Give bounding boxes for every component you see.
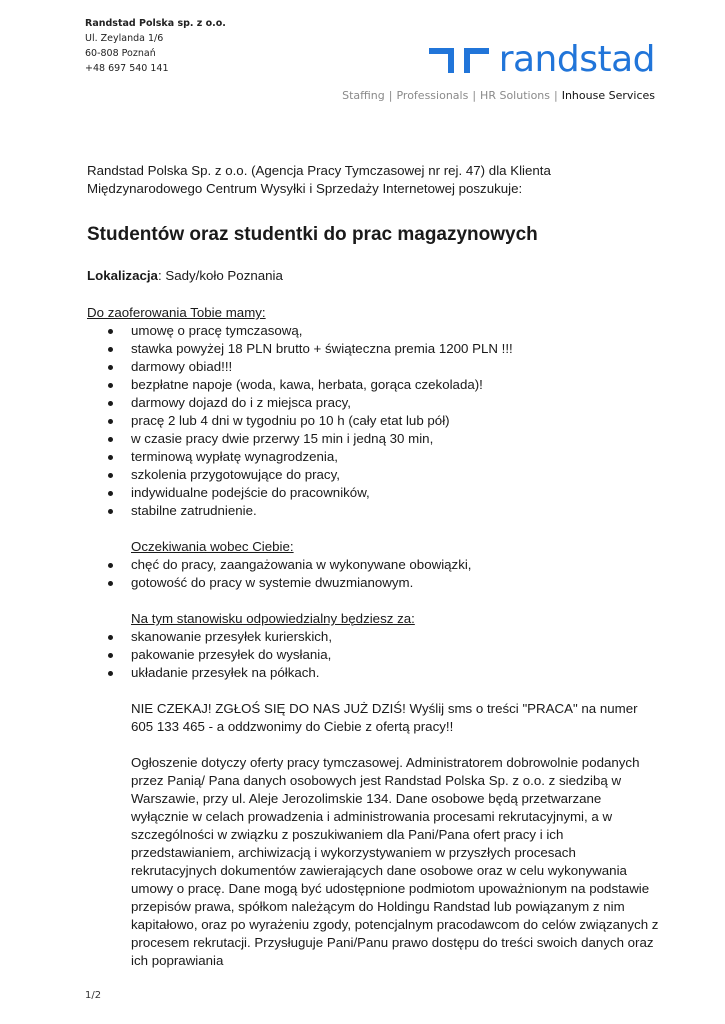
location-line (87, 267, 659, 285)
expectations-list (87, 556, 659, 592)
offer-item: indywidualne podejście do pracowników, (87, 484, 659, 502)
tagline-hr-solutions: HR Solutions (480, 89, 550, 102)
offer-item: darmowy dojazd do i z miejsca pracy, (87, 394, 659, 412)
offer-item: darmowy obiad!!! (87, 358, 659, 376)
offer-item: terminową wypłatę wynagrodzenia, (87, 448, 659, 466)
company-city: 60-808 Poznań (85, 48, 156, 59)
brand-wordmark: randstad (498, 39, 655, 80)
responsibility-item: pakowanie przesyłek do wysłania, (87, 646, 659, 664)
responsibilities-list (87, 628, 659, 682)
offer-item: stawka powyżej 18 PLN brutto + świąteczna premia 1200 PLN !!! (87, 340, 659, 358)
privacy-clause: Ogłoszenie dotyczy oferty pracy tymczasowej. Administratorem dobrowolnie podanych przez Panią/ Pana danych osobowych jest Randstad Polska Sp. z o.o. z siedzibą w Warszawie, przy ul. Aleje Jerozolimskie 134. Dane osobowe będą przetwarzane wyłącznie w celach prowadzenia i administrowania procesami rekrutacyjnymi, a w szczególności w związku z poszukiwaniem dla Pani/Pana ofert pracy i ich przedstawianiem, archiwizacją i wykorzystywaniem w przyszłych procesach rekrutacyjnych dokumentów zawierających dane osobowe oraz w celu wykonywania umowy o pracę. Dane mogą być udostępnione podmiotom upoważnionym na podstawie przepisów prawa, spółkom należącym do Holdingu Randstad lub powiązanym z nim kapitałowo, oraz po wyrażeniu zgody, potencjalnym pracodawcom do celów związanych z procesem rekrutacji. Przysługuje Pani/Panu prawo dostępu do treści swoich danych oraz ich poprawiania (131, 755, 659, 968)
offer-list (87, 322, 659, 520)
tagline-separator: | (554, 89, 558, 102)
brand-header (342, 39, 655, 110)
location-value: : Sady/koło Poznania (157, 268, 283, 283)
tagline-professionals: Professionals (396, 89, 469, 102)
company-name: Randstad Polska sp. z o.o. (85, 18, 226, 29)
brand-logo (427, 40, 655, 80)
tagline-separator: | (388, 89, 393, 102)
responsibility-item: układanie przesyłek na półkach. (87, 664, 659, 682)
tagline-separator: | (472, 89, 477, 102)
randstad-logo-icon (427, 43, 491, 77)
location-label: Lokalizacja (87, 268, 158, 283)
intro-paragraph: Randstad Polska Sp. z o.o. (Agencja Pracy Tymczasowej nr rej. 47) dla Klienta Międzynarodowego Centrum Wysyłki i Sprzedaży Internetowej poszukuje: (87, 163, 551, 196)
offer-heading: Do zaoferowania Tobie mamy: (87, 305, 266, 320)
offer-item: szkolenia przygotowujące do pracy, (87, 466, 659, 484)
call-to-action: NIE CZEKAJ! ZGŁOŚ SIĘ DO NAS JUŻ DZIŚ! Wyślij sms o treści "PRACA" na numer 605 133 465 - a oddzwonimy do Ciebie z ofertą pracy!! (131, 701, 638, 734)
page-number: 1/2 (85, 990, 102, 1001)
offer-item: bezpłatne napoje (woda, kawa, herbata, gorąca czekolada)! (87, 376, 659, 394)
offer-item: w czasie pracy dwie przerwy 15 min i jedną 30 min, (87, 430, 659, 448)
tagline-staffing: Staffing (342, 89, 385, 102)
offer-item: stabilne zatrudnienie. (87, 502, 659, 520)
company-address-block (85, 16, 226, 76)
expectation-item: chęć do pracy, zaangażowania w wykonywane obowiązki, (87, 556, 659, 574)
brand-tagline (342, 89, 655, 102)
responsibility-item: skanowanie przesyłek kurierskich, (87, 628, 659, 646)
job-title: Studentów oraz studentki do prac magazynowych (87, 224, 538, 245)
company-phone: +48 697 540 141 (85, 63, 169, 74)
company-street: Ul. Zeylanda 1/6 (85, 33, 164, 44)
expectations-heading: Oczekiwania wobec Ciebie: (131, 539, 294, 554)
tagline-inhouse-services: Inhouse Services (561, 89, 655, 102)
offer-item: umowę o pracę tymczasową, (87, 322, 659, 340)
offer-item: pracę 2 lub 4 dni w tygodniu po 10 h (cały etat lub pół) (87, 412, 659, 430)
job-posting-content (87, 162, 659, 970)
responsibilities-heading: Na tym stanowisku odpowiedzialny będziesz za: (131, 611, 415, 626)
expectation-item: gotowość do pracy w systemie dwuzmianowym. (87, 574, 659, 592)
